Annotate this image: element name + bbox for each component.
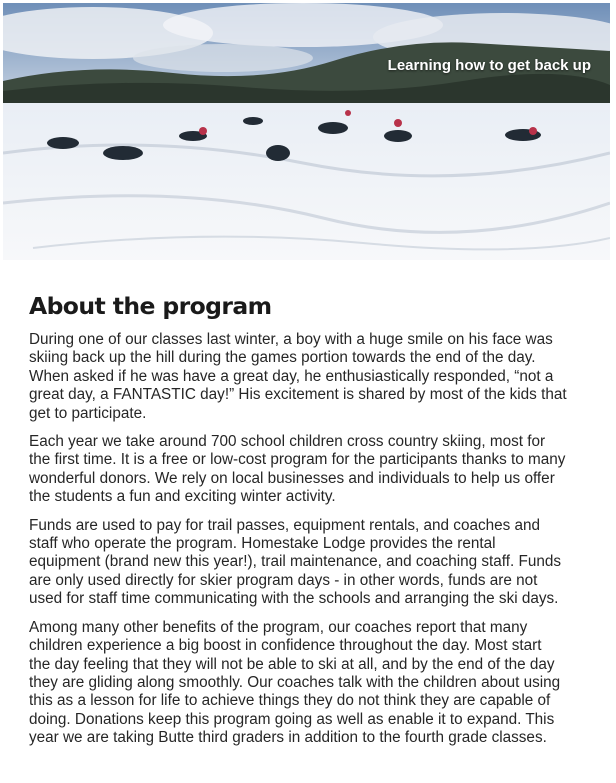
paragraph: Each year we take around 700 school children cross country skiing, most for the first time. It is a free or low-cost program for the participants thanks to many wonderful donors. We rely on local businesses and individuals to help us offer the students a fun and exciting winter activity. xyxy=(29,433,566,506)
about-section xyxy=(29,292,595,758)
hero-caption: Learning how to get back up xyxy=(387,57,591,74)
paragraph: During one of our classes last winter, a boy with a huge smile on his face was skiing back up the hill during the games portion towards the end of the day. When asked if he was have a great day, he enthusiastically responded, “not a great day, a FANTASTIC day!” His excitement is shared by most of the kids that get to participate. xyxy=(29,331,567,422)
paragraph: Funds are used to pay for trail passes, equipment rentals, and coaches and staff who operate the program. Homestake Lodge provides the rental equipment (brand new this year!), trail maintenance, and coaching staff. Funds are only used directly for skier program days - in other words, funds are not used for staff time communicating with the schools and arranging the ski days. xyxy=(29,516,562,608)
section-title: About the program xyxy=(29,292,272,320)
hero-photo-illustration xyxy=(3,3,610,260)
paragraph: Among many other benefits of the program, our coaches report that many children experience a big boost in confidence throughout the day. Most start the day feeling that they will not be able to ski at all, and by the end of the day they are gliding along smoothly. Our coaches talk with the children about using this as a lesson for life to achieve things they do not think they are capable of doing. Donations keep this program going as well as enable it to expand. This year we are taking Butte third graders in addition to the fourth grade classes. xyxy=(29,618,561,747)
hero-photo xyxy=(3,3,610,260)
